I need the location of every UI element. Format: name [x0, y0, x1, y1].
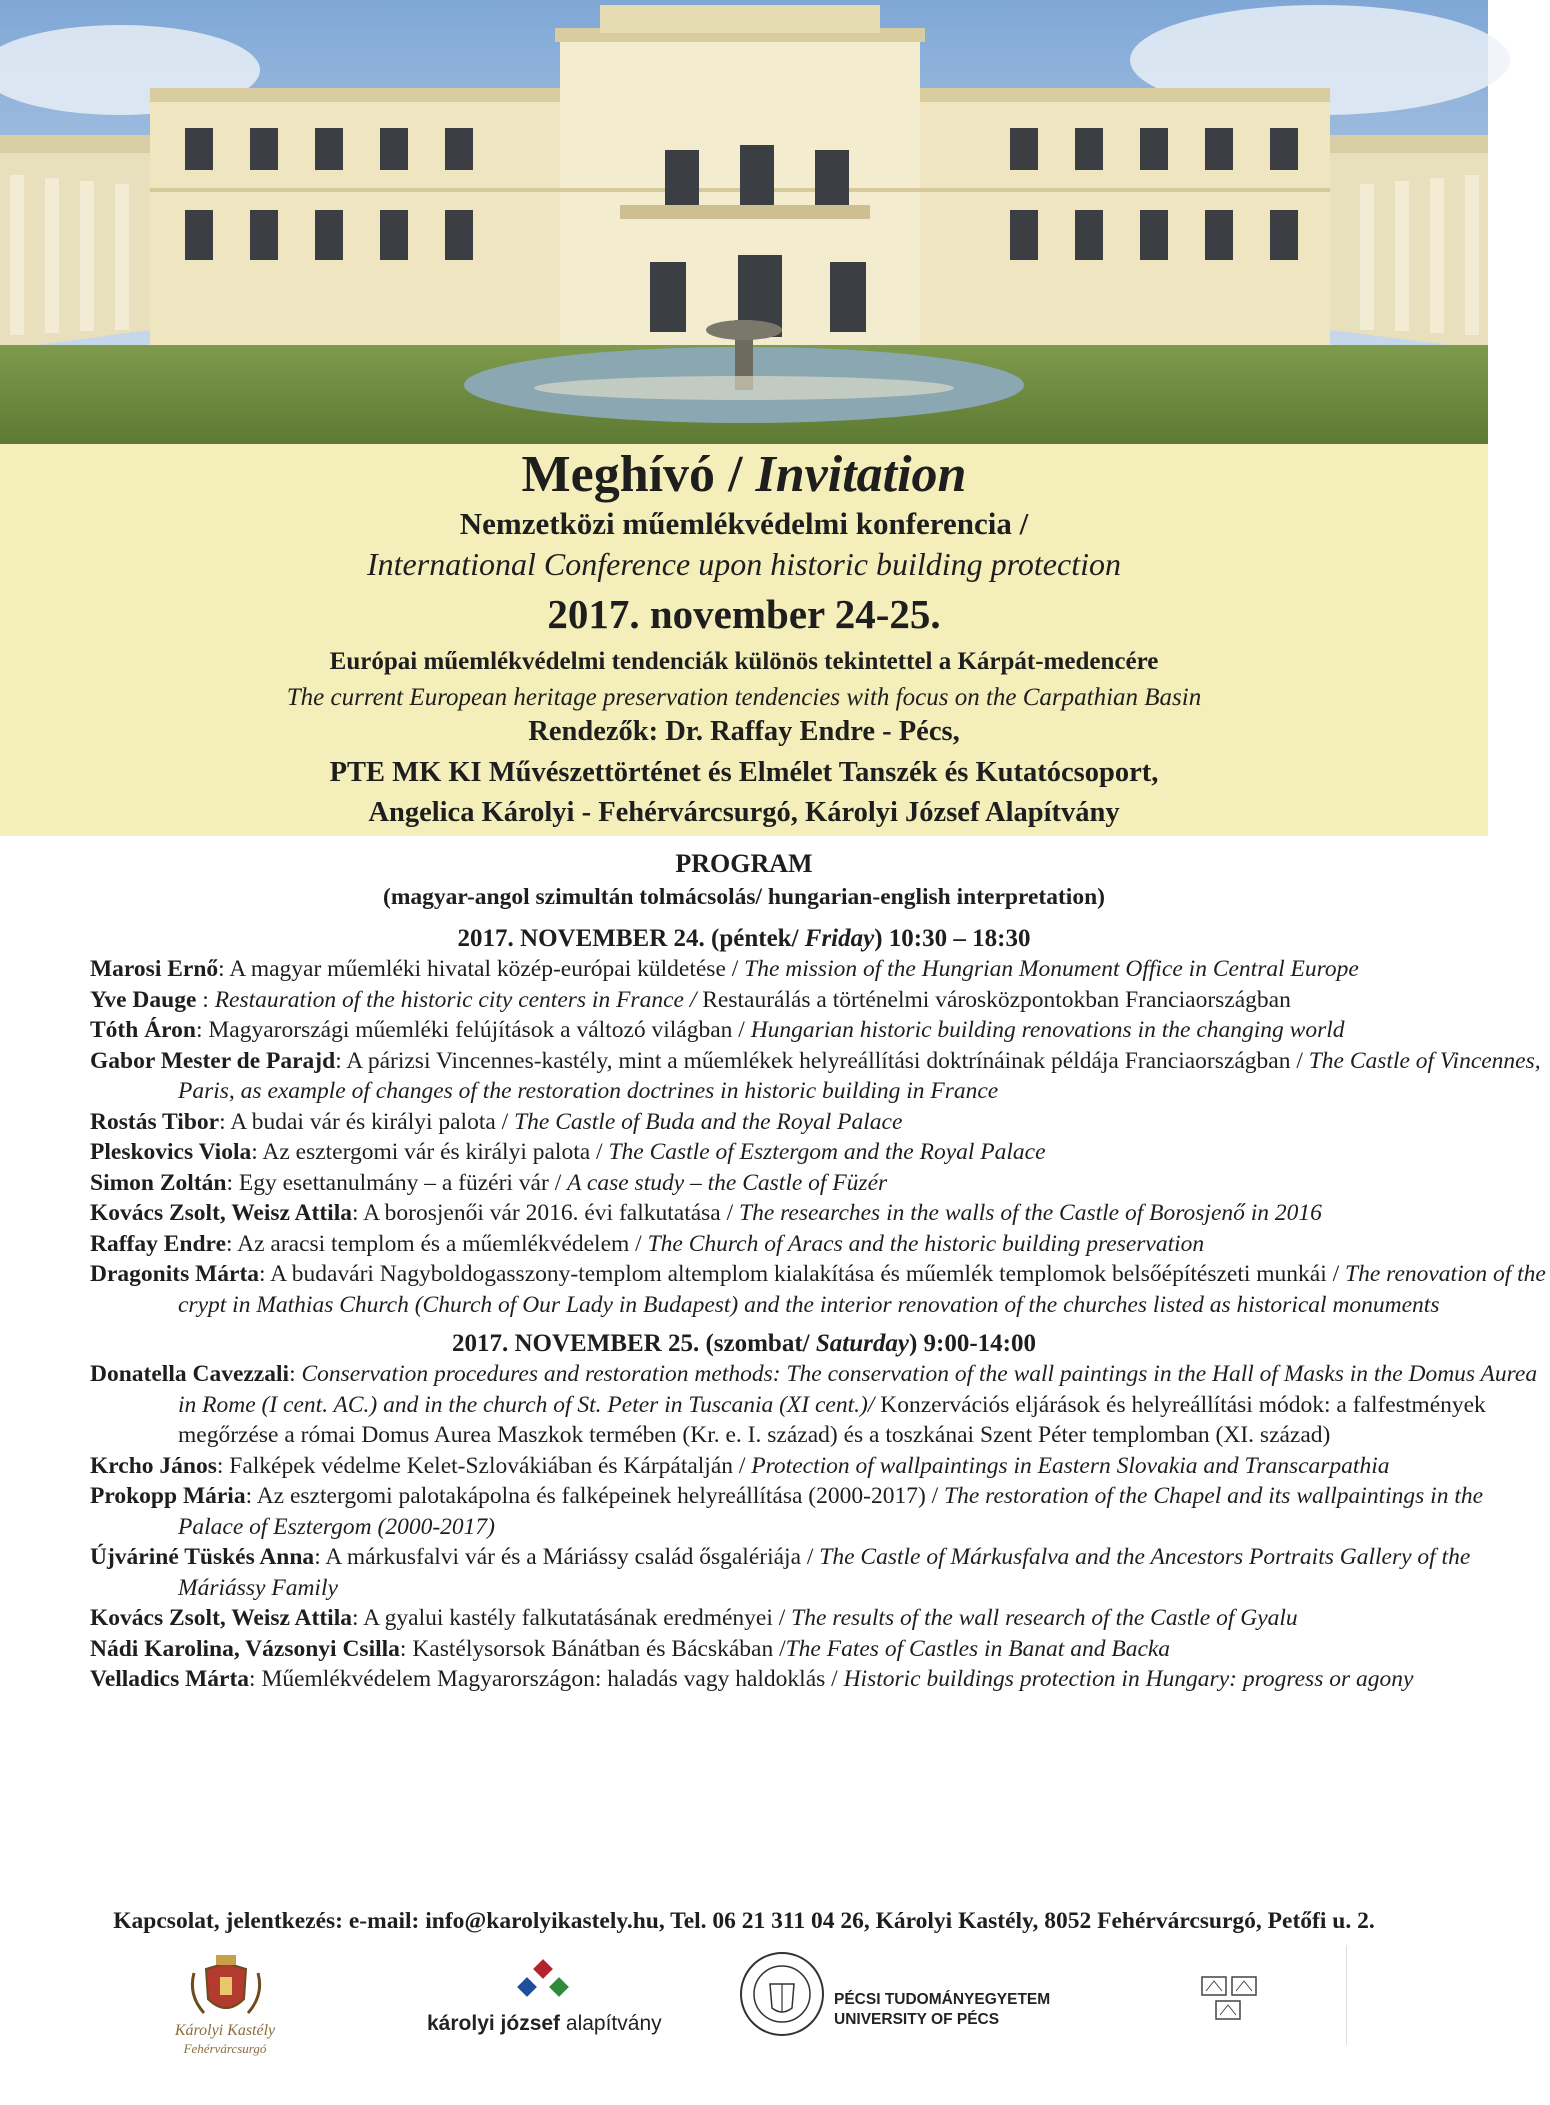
talk-title-hu: Kastélysorsok Bánátban és Bácskában /: [412, 1635, 786, 1662]
talk-title-en: The Fates of Castles in Banat and Backa: [785, 1635, 1171, 1662]
talk-item: [90, 1168, 1550, 1199]
talk-speaker: Kovács Zsolt, Weisz Attila: [90, 1605, 352, 1631]
invitation-title: Meghívó / Invitation: [521, 446, 967, 503]
talk-separator: :: [335, 1047, 347, 1074]
talk-title-en: Conservation procedures and restoration methods: The conservation of the wall paintings in the Hall of Masks in the Domus Aurea in Rome (I cent. AC.) and in the church of St. Peter in Tuscania (XI cent.)/: [178, 1361, 1538, 1418]
talk-speaker: Dragonits Márta: [90, 1261, 260, 1287]
talk-title-hu: Az aracsi templom és a műemlékvédelem /: [237, 1230, 648, 1257]
talk-separator: :: [399, 1635, 413, 1662]
talk-speaker: Prokopp Mária: [90, 1483, 246, 1509]
talk-separator: :: [196, 986, 215, 1013]
talk-item: [90, 1542, 1550, 1603]
talk-title-hu: Az esztergomi palotakápolna és falképeinek helyreállítása (2000-2017) /: [256, 1483, 945, 1509]
talk-title-en: The mission of the Hungrian Monument Office in Central Europe: [744, 956, 1359, 982]
talk-speaker: Gabor Mester de Parajd: [90, 1047, 336, 1074]
program-section: [0, 848, 1546, 1695]
castle-illustration: [0, 0, 1488, 444]
program-heading: PROGRAM: [675, 849, 813, 878]
day-1-heading: 2017. NOVEMBER 24. (péntek/ Friday) 10:30 – 18:30: [457, 925, 1031, 952]
talk-title-en: The Church of Aracs and the historic building preservation: [647, 1230, 1205, 1257]
day-2-talks: [0, 1359, 1538, 1695]
talk-title-en: The Castle of Vincennes, Paris, as example of changes of the restoration doctrines in historic building in France: [178, 1047, 1541, 1104]
talk-title-hu: Restaurálás a történelmi városközpontokban Franciaországban: [702, 986, 1291, 1013]
talk-item: [90, 1634, 1550, 1665]
talk-speaker: Velladics Márta: [90, 1666, 250, 1692]
talk-separator: :: [219, 1108, 231, 1135]
talk-speaker: Marosi Ernő: [90, 956, 219, 982]
talk-separator: :: [218, 956, 230, 982]
talk-title-hu: A magyar műemléki hivatal közép-európai küldetése /: [229, 956, 745, 982]
talk-title-hu: A párizsi Vincennes-kastély, mint a műemlékek helyreállítási doktrínáinak példája Franciaországban /: [346, 1047, 1309, 1074]
talk-separator: :: [249, 1666, 262, 1692]
talk-item: [90, 1603, 1550, 1634]
organizer-line-1: Rendezők: Dr. Raffay Endre - Pécs,: [528, 716, 960, 747]
muemlekvedelem-logo-icon: [1200, 1975, 1260, 2027]
interpretation-note: (magyar-angol szimultán tolmácsolás/ hungarian-english interpretation): [383, 884, 1105, 910]
talk-speaker: Krcho János: [90, 1452, 217, 1479]
talk-title-hu: A gyalui kastély falkutatásának eredményei /: [363, 1605, 792, 1631]
talk-title-hu: A borosjenői vár 2016. évi falkutatása /: [363, 1200, 740, 1226]
conference-date: 2017. november 24-25.: [547, 591, 941, 637]
talk-item: [90, 1107, 1550, 1138]
talk-separator: :: [216, 1452, 230, 1479]
talk-separator: :: [289, 1361, 302, 1387]
talk-title-en: Historic buildings protection in Hungary: progress or agony: [843, 1666, 1414, 1692]
talk-separator: :: [259, 1261, 271, 1287]
talk-speaker: Nádi Karolina, Vázsonyi Csilla: [90, 1635, 400, 1662]
day-1-talks: [0, 954, 1546, 1320]
talk-title-hu: Konzervációs eljárások és helyreállítási módok: a falfestmények megőrzése a római Domus Aurea Maszkok termében (Kr. e. I. század) és a toszkánai Szent Péter templomban (XI. század): [178, 1391, 1486, 1448]
talk-title-en: The restoration of the Chapel and its wallpaintings in the Palace of Esztergom (2000-2017): [178, 1483, 1484, 1540]
talk-item: [90, 1229, 1550, 1260]
talk-title-en: The renovation of the crypt in Mathias Church (Church of Our Lady in Budapest) and the interior renovation of the churches listed as historical monuments: [178, 1261, 1546, 1318]
talk-speaker: Yve Dauge: [90, 986, 197, 1013]
talk-item: [90, 985, 1550, 1016]
organizer-line-2: PTE MK KI Művészettörténet és Elmélet Tanszék és Kutatócsoport,: [329, 757, 1159, 788]
talk-title-en: Hungarian historic building renovations in the changing world: [750, 1017, 1345, 1043]
talk-title-hu: Az esztergomi vár és királyi palota /: [262, 1139, 609, 1165]
talk-item: [90, 1259, 1550, 1320]
talk-speaker: Újváriné Tüskés Anna: [90, 1544, 315, 1570]
talk-title-hu: A márkusfalvi vár és a Máriássy család ősgalériája /: [325, 1544, 820, 1570]
talk-title-hu: Műemlékvédelem Magyarországon: haladás vagy haldoklás /: [261, 1666, 844, 1692]
kja-diamonds-icon: [500, 1960, 584, 2010]
talk-speaker: Tóth Áron: [90, 1017, 196, 1043]
logo-divider: [1346, 1945, 1347, 2045]
talk-title-en: The Castle of Buda and the Royal Palace: [514, 1108, 903, 1135]
contact-line: Kapcsolat, jelentkezés: e-mail: info@karolyikastely.hu, Tel. 06 21 311 04 26, Károlyi Kastély, 8052 Fehérvárcsurgó, Petőfi u. 2.: [113, 1908, 1375, 1934]
pte-seal-icon: [738, 1950, 826, 2038]
talk-speaker: Donatella Cavezzali: [90, 1361, 290, 1387]
kja-logo-text: károlyi józsef alapítvány: [427, 2012, 662, 2035]
pte-logo-text: PÉCSI TUDOMÁNYEGYETEM UNIVERSITY OF PÉCS: [834, 1991, 1051, 2028]
talk-item: [90, 1015, 1550, 1046]
day-2-heading: 2017. NOVEMBER 25. (szombat/ Saturday) 9:00-14:00: [451, 1330, 1037, 1357]
talk-separator: :: [351, 1605, 364, 1631]
talk-separator: :: [226, 1169, 239, 1196]
talk-title-en: The Castle of Esztergom and the Royal Palace: [608, 1139, 1046, 1165]
talk-title-en: The Castle of Márkusfalva and the Ancestors Portraits Gallery of the Máriássy Family: [178, 1544, 1471, 1601]
talk-separator: :: [251, 1139, 263, 1165]
talk-item: [90, 1359, 1550, 1451]
talk-separator: :: [245, 1483, 257, 1509]
talk-title-hu: A budavári Nagyboldogasszony-templom altemplom kialakítása és műemlék templomok belsőépítészeti munkái /: [270, 1261, 1346, 1287]
talk-speaker: Pleskovics Viola: [90, 1139, 252, 1165]
conference-title-en: International Conference upon historic building protection: [367, 546, 1121, 582]
talk-title-hu: Egy esettanulmány – a füzéri vár /: [238, 1169, 568, 1196]
talk-separator: :: [226, 1230, 238, 1257]
talk-title-en: The results of the wall research of the Castle of Gyalu: [791, 1605, 1298, 1631]
organizer-line-3: Angelica Károlyi - Fehérvárcsurgó, Károlyi József Alapítvány: [368, 797, 1120, 828]
talk-item: [90, 1664, 1550, 1695]
theme-en: The current European heritage preservation tendencies with focus on the Carpathian Basin: [286, 684, 1202, 711]
talk-title-en: The researches in the walls of the Castle of Borosjenő in 2016: [739, 1200, 1322, 1226]
talk-separator: :: [351, 1200, 364, 1226]
talk-title-hu: Magyarországi műemléki felújítások a változó világban /: [208, 1017, 751, 1043]
castle-photo: [0, 0, 1488, 444]
talk-item: [90, 1198, 1550, 1229]
talk-separator: :: [314, 1544, 326, 1570]
talk-item: [90, 1451, 1550, 1482]
karolyi-coat-of-arms-icon: [186, 1955, 266, 2023]
conference-title-hu: Nemzetközi műemlékvédelmi konferencia /: [459, 506, 1029, 541]
talk-speaker: Simon Zoltán: [90, 1169, 227, 1196]
talk-item: [90, 1046, 1550, 1107]
talk-title-en: Restauration of the historic city centers in France /: [214, 986, 703, 1013]
karolyi-kastely-logo-text: Károlyi Kastély Fehérvárcsurgó: [174, 2022, 276, 2056]
talk-separator: :: [196, 1017, 209, 1043]
talk-title-en: Protection of wallpaintings in Eastern Slovakia and Transcarpathia: [751, 1452, 1390, 1479]
theme-hu: Európai műemlékvédelmi tendenciák különös tekintettel a Kárpát-medencére: [329, 648, 1159, 675]
talk-title-en: A case study – the Castle of Füzér: [567, 1169, 888, 1196]
talk-speaker: Raffay Endre: [90, 1230, 226, 1257]
talk-title-hu: Falképek védelme Kelet-Szlovákiában és Kárpátalján /: [229, 1452, 752, 1479]
talk-speaker: Kovács Zsolt, Weisz Attila: [90, 1200, 352, 1226]
talk-item: [90, 1137, 1550, 1168]
talk-title-hu: A budai vár és királyi palota /: [230, 1108, 515, 1135]
talk-item: [90, 954, 1550, 985]
talk-item: [90, 1481, 1550, 1542]
talk-speaker: Rostás Tibor: [90, 1108, 220, 1135]
